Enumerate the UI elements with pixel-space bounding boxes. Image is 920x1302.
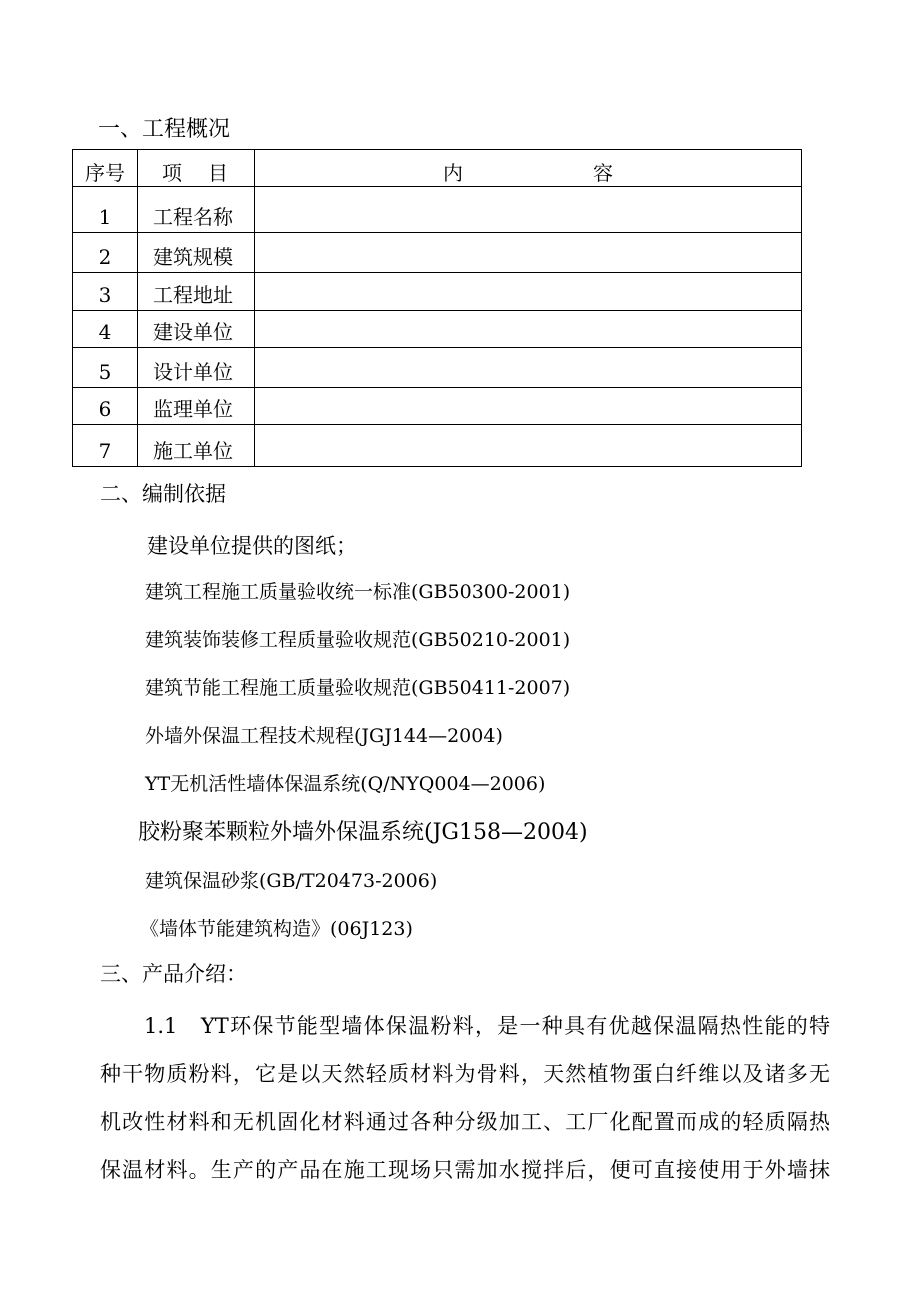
row-content — [255, 187, 802, 233]
row-content — [255, 273, 802, 311]
row-item: 施工单位 — [138, 425, 255, 467]
row-item: 工程名称 — [138, 187, 255, 233]
table-row — [73, 187, 802, 233]
row-content — [255, 388, 802, 425]
header-content-left: 内 — [443, 161, 463, 185]
row-item: 设计单位 — [138, 348, 255, 388]
basis-item: 《墙体节能建筑构造》(06J123) — [140, 918, 413, 940]
row-item: 建筑规模 — [138, 233, 255, 273]
row-num: 5 — [73, 348, 138, 388]
basis-item: 建设单位提供的图纸； — [147, 534, 357, 558]
section-title-overview: 一、工程概况 — [98, 117, 231, 142]
header-item: 项目 — [138, 150, 255, 187]
row-content — [255, 348, 802, 388]
table-row — [73, 425, 802, 467]
paragraph-line: 保温材料。生产的产品在施工现场只需加水搅拌后，便可直接使用于外墙抹 — [100, 1158, 830, 1182]
table-row — [73, 348, 802, 388]
header-content — [255, 150, 802, 187]
table-header-row — [73, 150, 802, 187]
row-num: 4 — [73, 311, 138, 348]
table-row — [73, 233, 802, 273]
table-row — [73, 273, 802, 311]
row-item: 建设单位 — [138, 311, 255, 348]
table-row — [73, 388, 802, 425]
basis-item: 外墙外保温工程技术规程(JGJ144—2004) — [145, 725, 503, 747]
section-title-basis: 二、编制依据 — [100, 482, 226, 506]
table-row — [73, 311, 802, 348]
paragraph-line: 机改性材料和无机固化材料通过各种分级加工、工厂化配置而成的轻质隔热 — [100, 1110, 830, 1134]
paragraph-line: 种干物质粉料，它是以天然轻质材料为骨料，天然植物蛋白纤维以及诸多无 — [100, 1062, 830, 1086]
product-paragraph — [100, 1002, 830, 1194]
row-num: 3 — [73, 273, 138, 311]
basis-item: 胶粉聚苯颗粒外墙外保温系统(JG158—2004) — [138, 820, 588, 845]
basis-item: 建筑保温砂浆(GB/T20473-2006) — [145, 870, 438, 892]
row-content — [255, 233, 802, 273]
row-num: 7 — [73, 425, 138, 467]
project-overview-table — [72, 149, 802, 467]
row-item: 工程地址 — [138, 273, 255, 311]
row-num: 2 — [73, 233, 138, 273]
row-num: 1 — [73, 187, 138, 233]
basis-item: 建筑工程施工质量验收统一标准(GB50300-2001) — [145, 581, 571, 603]
header-content-right: 容 — [593, 161, 613, 185]
basis-item: 建筑装饰装修工程质量验收规范(GB50210-2001) — [145, 629, 571, 651]
row-num: 6 — [73, 388, 138, 425]
row-item: 监理单位 — [138, 388, 255, 425]
basis-item: 建筑节能工程施工质量验收规范(GB50411-2007) — [145, 677, 571, 699]
paragraph-line: 1.1 YT环保节能型墙体保温粉料，是一种具有优越保温隔热性能的特 — [144, 1014, 830, 1038]
section-title-product: 三、产品介绍： — [100, 962, 247, 986]
row-content — [255, 425, 802, 467]
basis-item: YT无机活性墙体保温系统(Q/NYQ004—2006) — [145, 773, 546, 795]
header-num: 序号 — [73, 150, 138, 187]
row-content — [255, 311, 802, 348]
